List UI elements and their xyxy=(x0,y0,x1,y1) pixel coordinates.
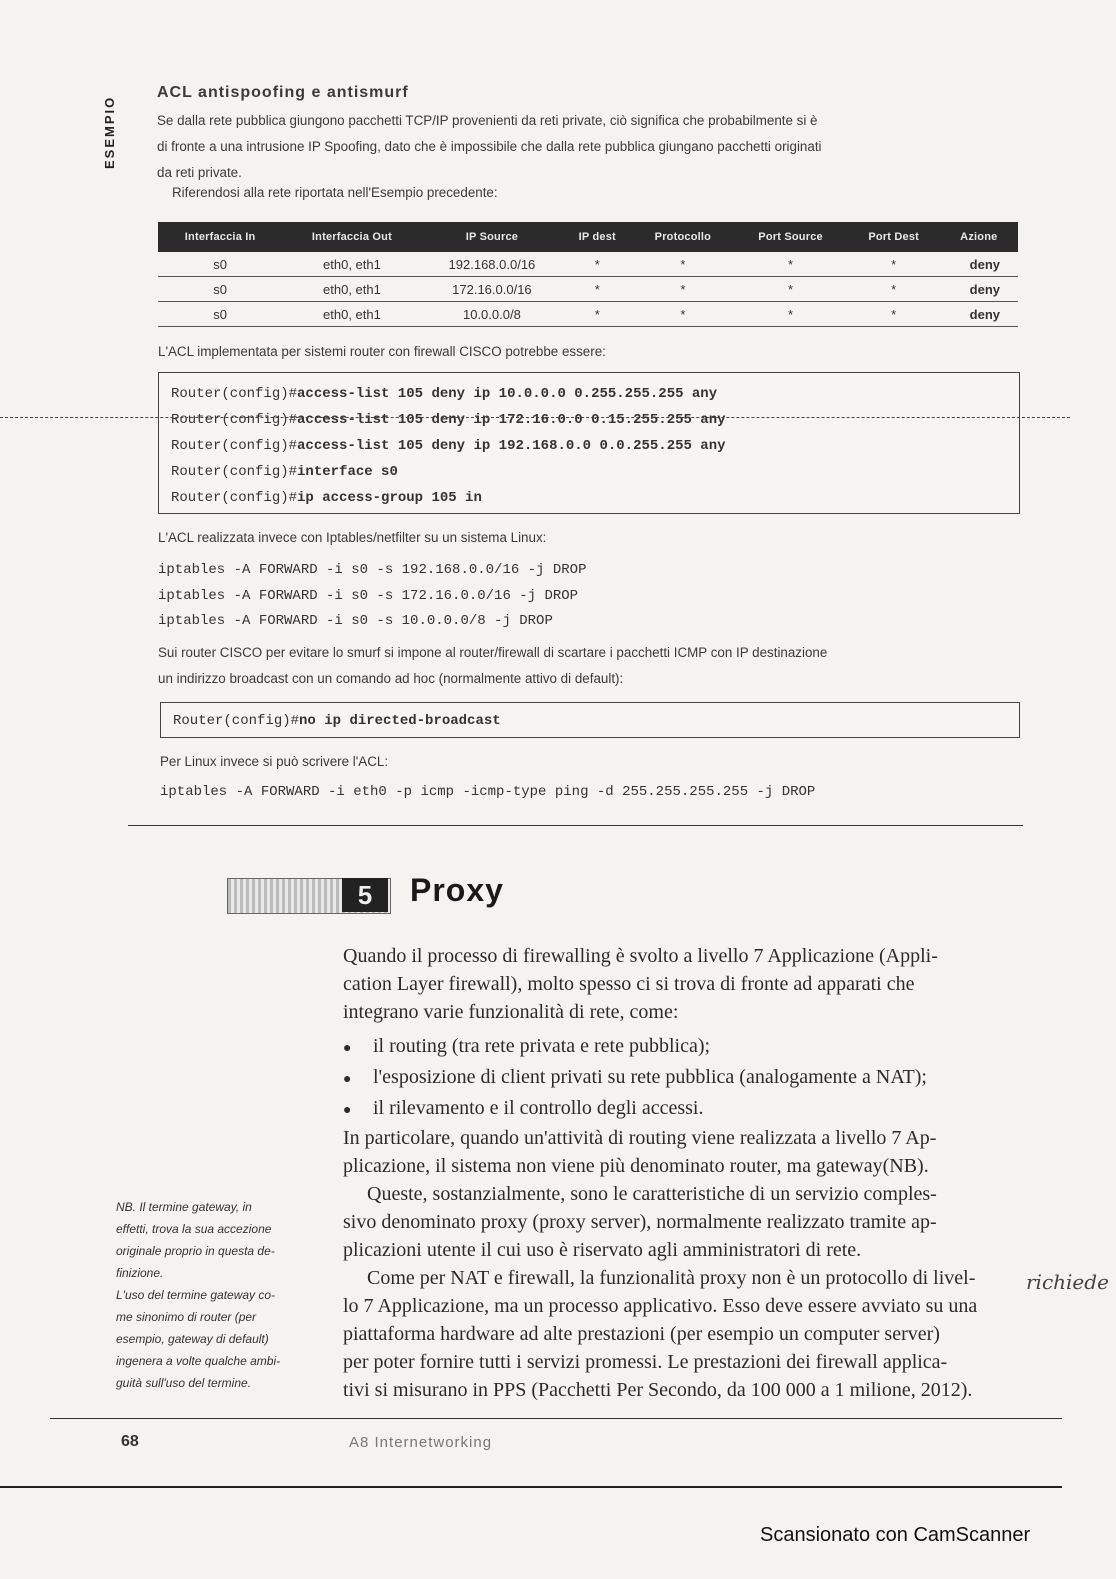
text-line: plicazione, il sistema non viene più denominato router, ma gateway(NB). xyxy=(343,1155,929,1177)
note-line: ingenera a volte qualche ambi- xyxy=(116,1354,281,1368)
smurf-line: Sui router CISCO per evitare lo smurf si impone al router/firewall di scartare i pacchetti ICMP con IP destinazione xyxy=(158,645,828,660)
table-cell: eth0, eth1 xyxy=(282,252,421,277)
table-cell: * xyxy=(632,302,733,327)
scan-artifact-line xyxy=(0,417,1070,418)
scanner-watermark: Scansionato con CamScanner xyxy=(760,1524,1031,1546)
list-item: ● l'esposizione di client privati su rete pubblica (analogamente a NAT); xyxy=(343,1063,927,1094)
section-title: Proxy xyxy=(410,872,504,908)
acl-header-cell: Interfaccia Out xyxy=(282,222,421,252)
text-line: Queste, sostanzialmente, sono le caratteristiche di un servizio comples- xyxy=(367,1183,937,1205)
text-line: sivo denominato proxy (proxy server), normalmente realizzato tramite ap- xyxy=(343,1211,937,1233)
table-cell: * xyxy=(562,252,632,277)
bullet-icon: ● xyxy=(343,1103,352,1118)
text-line: integrano varie funzionalità di rete, come: xyxy=(343,1001,679,1023)
code-line: Router(config)#access-list 105 deny ip 10.0.0.0 0.255.255.255 any xyxy=(171,386,718,402)
text-line: lo 7 Applicazione, ma un processo applicativo. Esso deve essere avviato su una xyxy=(343,1295,978,1317)
table-cell: deny xyxy=(940,302,1018,327)
code-line: Router(config)#access-list 105 deny ip 192.168.0.0 0.0.255.255 any xyxy=(171,438,726,454)
text-line: piattaforma hardware ad alte prestazioni (per esempio un computer server) xyxy=(343,1323,940,1345)
acl-header-cell: IP dest xyxy=(562,222,632,252)
table-cell: * xyxy=(562,302,632,327)
acl-header-cell: Port Source xyxy=(733,222,847,252)
cisco-intro: L'ACL implementata per sistemi router con firewall CISCO potrebbe essere: xyxy=(158,344,606,359)
acl-header-cell: IP Source xyxy=(422,222,563,252)
side-label-esempio: ESEMPIO xyxy=(102,95,117,169)
linux-code-line: iptables -A FORWARD -i s0 -s 172.16.0.0/16 -j DROP xyxy=(158,588,579,604)
example-para-line: Se dalla rete pubblica giungono pacchetti TCP/IP provenienti da reti private, ciò significa che probabilmente si è xyxy=(157,113,818,128)
list-item: ● il routing (tra rete privata e rete pubblica); xyxy=(343,1032,927,1063)
table-row xyxy=(158,302,1018,327)
table-cell: * xyxy=(733,302,847,327)
footer-divider xyxy=(50,1418,1062,1419)
linux-code-line: iptables -A FORWARD -i s0 -s 192.168.0.0/16 -j DROP xyxy=(158,562,587,578)
linux-code-line: iptables -A FORWARD -i s0 -s 10.0.0.0/8 -j DROP xyxy=(158,613,553,629)
text-line: cation Layer firewall), molto spesso ci si trova di fronte ad apparati che xyxy=(343,973,915,995)
note-line: guità sull'uso del termine. xyxy=(116,1376,252,1390)
acl-header-cell: Port Dest xyxy=(848,222,940,252)
note-line: NB. Il termine gateway, in xyxy=(116,1200,252,1214)
note-line: L'uso del termine gateway co- xyxy=(116,1288,276,1302)
list-item: ● il rilevamento e il controllo degli accessi. xyxy=(343,1094,927,1125)
section-number: 5 xyxy=(342,878,388,912)
table-cell: * xyxy=(733,252,847,277)
example-para-line: di fronte a una intrusione IP Spoofing, dato che è impossibile che dalla rete pubblica giungano pacchetti originati xyxy=(157,139,822,154)
bullet-icon: ● xyxy=(343,1041,352,1056)
table-cell: s0 xyxy=(158,302,282,327)
example-title: ACL antispoofing e antismurf xyxy=(157,84,409,101)
text-line: Come per NAT e firewall, la funzionalità proxy non è un protocollo di livel- xyxy=(367,1267,976,1289)
table-row xyxy=(158,277,1018,302)
table-cell: deny xyxy=(940,252,1018,277)
linux-acl-intro: Per Linux invece si può scrivere l'ACL: xyxy=(160,754,389,769)
smurf-line: un indirizzo broadcast con un comando ad hoc (normalmente attivo di default): xyxy=(158,671,624,686)
table-row xyxy=(158,252,1018,277)
table-cell: 192.168.0.0/16 xyxy=(422,252,563,277)
table-cell: * xyxy=(848,277,940,302)
acl-header-cell: Interfaccia In xyxy=(158,222,282,252)
table-cell: * xyxy=(632,252,733,277)
smurf-code-block xyxy=(160,702,1020,738)
table-cell: deny xyxy=(940,277,1018,302)
note-line: originale proprio in questa de- xyxy=(116,1244,275,1258)
example-end-divider xyxy=(128,825,1023,826)
table-cell: * xyxy=(733,277,847,302)
table-cell: eth0, eth1 xyxy=(282,302,421,327)
scan-bottom-line xyxy=(0,1486,1062,1488)
acl-header-cell: Protocollo xyxy=(632,222,733,252)
linux-acl-code: iptables -A FORWARD -i eth0 -p icmp -icmp-type ping -d 255.255.255.255 -j DROP xyxy=(160,784,816,800)
table-cell: 172.16.0.0/16 xyxy=(422,277,563,302)
text-line: In particolare, quando un'attività di routing viene realizzata a livello 7 Ap- xyxy=(343,1127,937,1149)
table-cell: * xyxy=(562,277,632,302)
cisco-code-block xyxy=(158,372,1020,514)
acl-table xyxy=(158,222,1018,327)
example-reference: Riferendosi alla rete riportata nell'Esempio precedente: xyxy=(172,185,498,200)
table-cell: * xyxy=(632,277,733,302)
note-line: me sinonimo di router (per xyxy=(116,1310,257,1324)
acl-table-header-row xyxy=(158,222,1018,252)
book-label: A8 Internetworking xyxy=(349,1434,493,1451)
linux-intro: L'ACL realizzata invece con Iptables/netfilter su un sistema Linux: xyxy=(158,530,547,545)
proxy-paragraph-1 xyxy=(343,942,1033,1026)
example-paragraph xyxy=(157,108,1027,186)
note-line: effetti, trova la sua accezione xyxy=(116,1222,272,1236)
code-line: Router(config)#interface s0 xyxy=(171,464,398,480)
code-line: Router(config)#no ip directed-broadcast xyxy=(173,713,501,729)
note-line: esempio, gateway di default) xyxy=(116,1332,269,1346)
text-line: Quando il processo di firewalling è svolto a livello 7 Applicazione (Appli- xyxy=(343,945,938,967)
text-line: per poter fornire tutti i servizi promessi. Le prestazioni dei firewall applica- xyxy=(343,1351,948,1373)
code-line: Router(config)#ip access-group 105 in xyxy=(171,490,482,506)
handwritten-note: richiede xyxy=(1026,1270,1109,1294)
acl-header-cell: Azione xyxy=(940,222,1018,252)
bullet-icon: ● xyxy=(343,1072,352,1087)
proxy-paragraph-2 xyxy=(343,1124,1033,1404)
table-cell: eth0, eth1 xyxy=(282,277,421,302)
table-cell: s0 xyxy=(158,277,282,302)
table-cell: s0 xyxy=(158,252,282,277)
note-line: finizione. xyxy=(116,1266,164,1280)
side-note xyxy=(116,1196,308,1394)
table-cell: 10.0.0.0/8 xyxy=(422,302,563,327)
table-cell: * xyxy=(848,302,940,327)
example-para-line: da reti private. xyxy=(157,165,242,180)
text-line: plicazioni utente il cui uso è riservato agli amministratori di rete. xyxy=(343,1239,862,1261)
text-line: tivi si misurano in PPS (Pacchetti Per Secondo, da 100 000 a 1 milione, 2012). xyxy=(343,1379,973,1401)
bullet-list xyxy=(343,1032,927,1125)
smurf-paragraph xyxy=(158,640,1028,692)
page-number: 68 xyxy=(121,1433,139,1450)
table-cell: * xyxy=(848,252,940,277)
code-line: Router(config)#access-list 105 deny ip 172.16.0.0 0.15.255.255 any xyxy=(171,412,726,428)
